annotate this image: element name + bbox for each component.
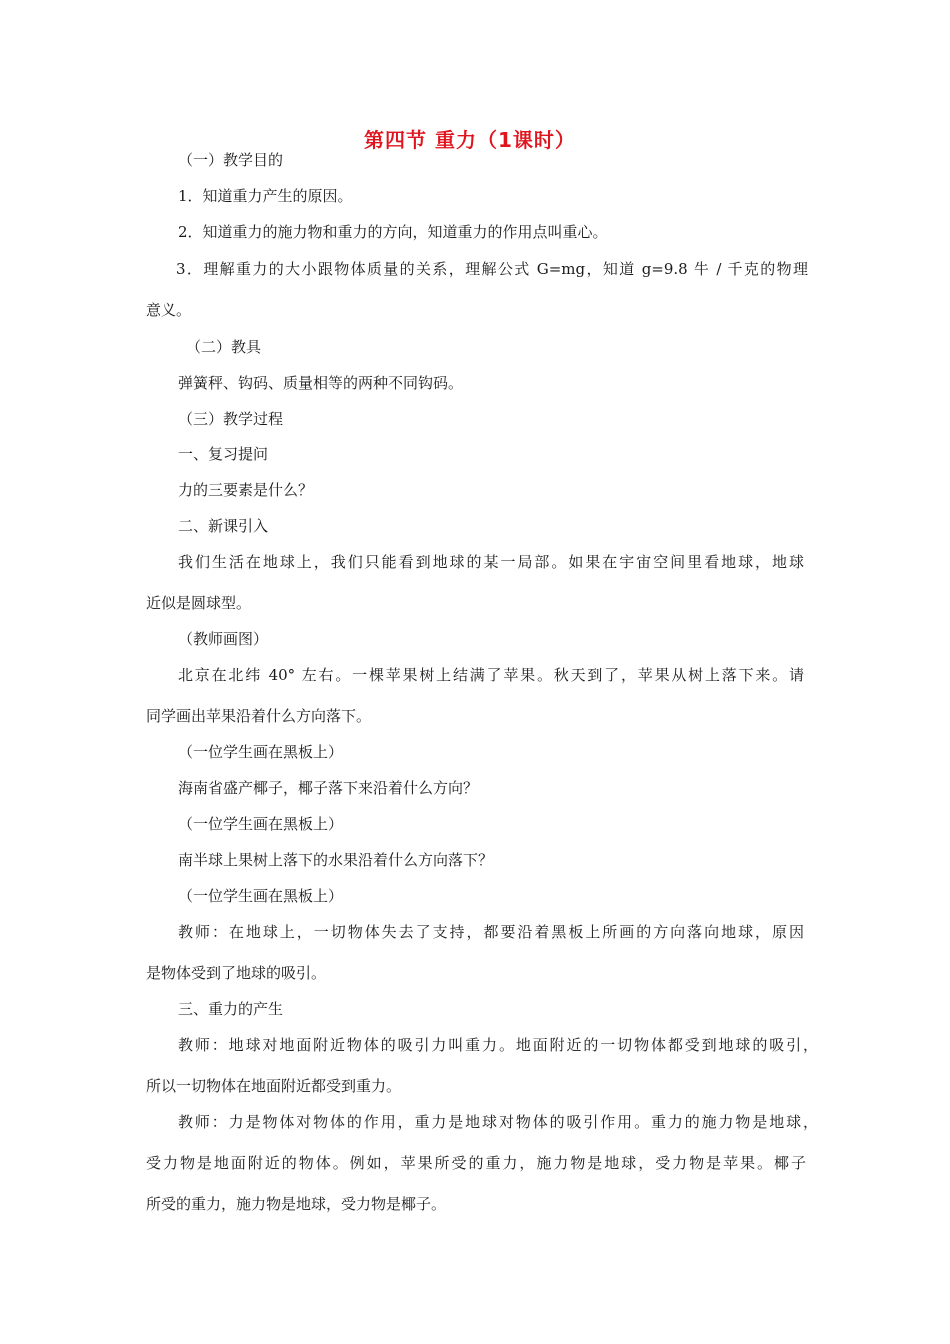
objective-item-3: 3．理解重力的大小跟物体质量的关系，理解公式 G=mg，知道 g=9.8 牛 / 千克的物理 — [176, 260, 808, 278]
teacher-explanation-continued: 是物体受到了地球的吸引。 — [146, 964, 327, 982]
teacher-drawing-note: （教师画图） — [178, 630, 269, 648]
section-heading-objectives: （一）教学目的 — [178, 151, 284, 169]
teacher-explanation: 教师：在地球上，一切物体失去了支持，都要沿着黑板上所画的方向落向地球，原因 — [178, 923, 804, 941]
review-question: 力的三要素是什么？ — [178, 481, 314, 499]
hainan-question: 海南省盛产椰子，椰子落下来沿着什么方向？ — [178, 779, 479, 797]
southern-hemisphere-question: 南半球上果树上落下的水果沿着什么方向落下？ — [178, 851, 494, 869]
section-heading-equipment: （二）教具 — [186, 338, 262, 356]
objective-item-3-continued: 意义。 — [146, 301, 192, 319]
force-paragraph: 教师：力是物体对物体的作用，重力是地球对物体的吸引作用。重力的施力物是地球， — [178, 1113, 818, 1131]
objective-item-1: 1．知道重力产生的原因。 — [178, 187, 353, 205]
subheading-introduction: 二、新课引入 — [178, 517, 269, 535]
intro-paragraph-continued: 近似是圆球型。 — [146, 594, 252, 612]
force-paragraph-line-2: 受力物是地面附近的物体。例如，苹果所受的重力，施力物是地球，受力物是苹果。椰子 — [146, 1154, 806, 1172]
beijing-paragraph-continued: 同学画出苹果沿着什么方向落下。 — [146, 707, 372, 725]
subheading-gravity-origin: 三、重力的产生 — [178, 1000, 284, 1018]
subheading-review: 一、复习提问 — [178, 445, 269, 463]
student-board-note-1: （一位学生画在黑板上） — [178, 743, 344, 761]
document-title: 第四节 重力（1课时） — [364, 128, 576, 152]
section-heading-process: （三）教学过程 — [178, 410, 284, 428]
objective-item-2: 2．知道重力的施力物和重力的方向，知道重力的作用点叫重心。 — [178, 223, 608, 241]
beijing-paragraph: 北京在北纬 40° 左右。一棵苹果树上结满了苹果。秋天到了，苹果从树上落下来。请 — [178, 666, 804, 684]
student-board-note-3: （一位学生画在黑板上） — [178, 887, 344, 905]
equipment-list: 弹簧秤、钩码、质量相等的两种不同钩码。 — [178, 374, 464, 392]
gravity-definition-continued: 所以一切物体在地面附近都受到重力。 — [146, 1077, 402, 1095]
intro-paragraph: 我们生活在地球上，我们只能看到地球的某一局部。如果在宇宙空间里看地球，地球 — [178, 553, 804, 571]
force-paragraph-line-3: 所受的重力，施力物是地球，受力物是椰子。 — [146, 1195, 447, 1213]
student-board-note-2: （一位学生画在黑板上） — [178, 815, 344, 833]
gravity-definition-paragraph: 教师：地球对地面附近物体的吸引力叫重力。地面附近的一切物体都受到地球的吸引， — [178, 1036, 818, 1054]
